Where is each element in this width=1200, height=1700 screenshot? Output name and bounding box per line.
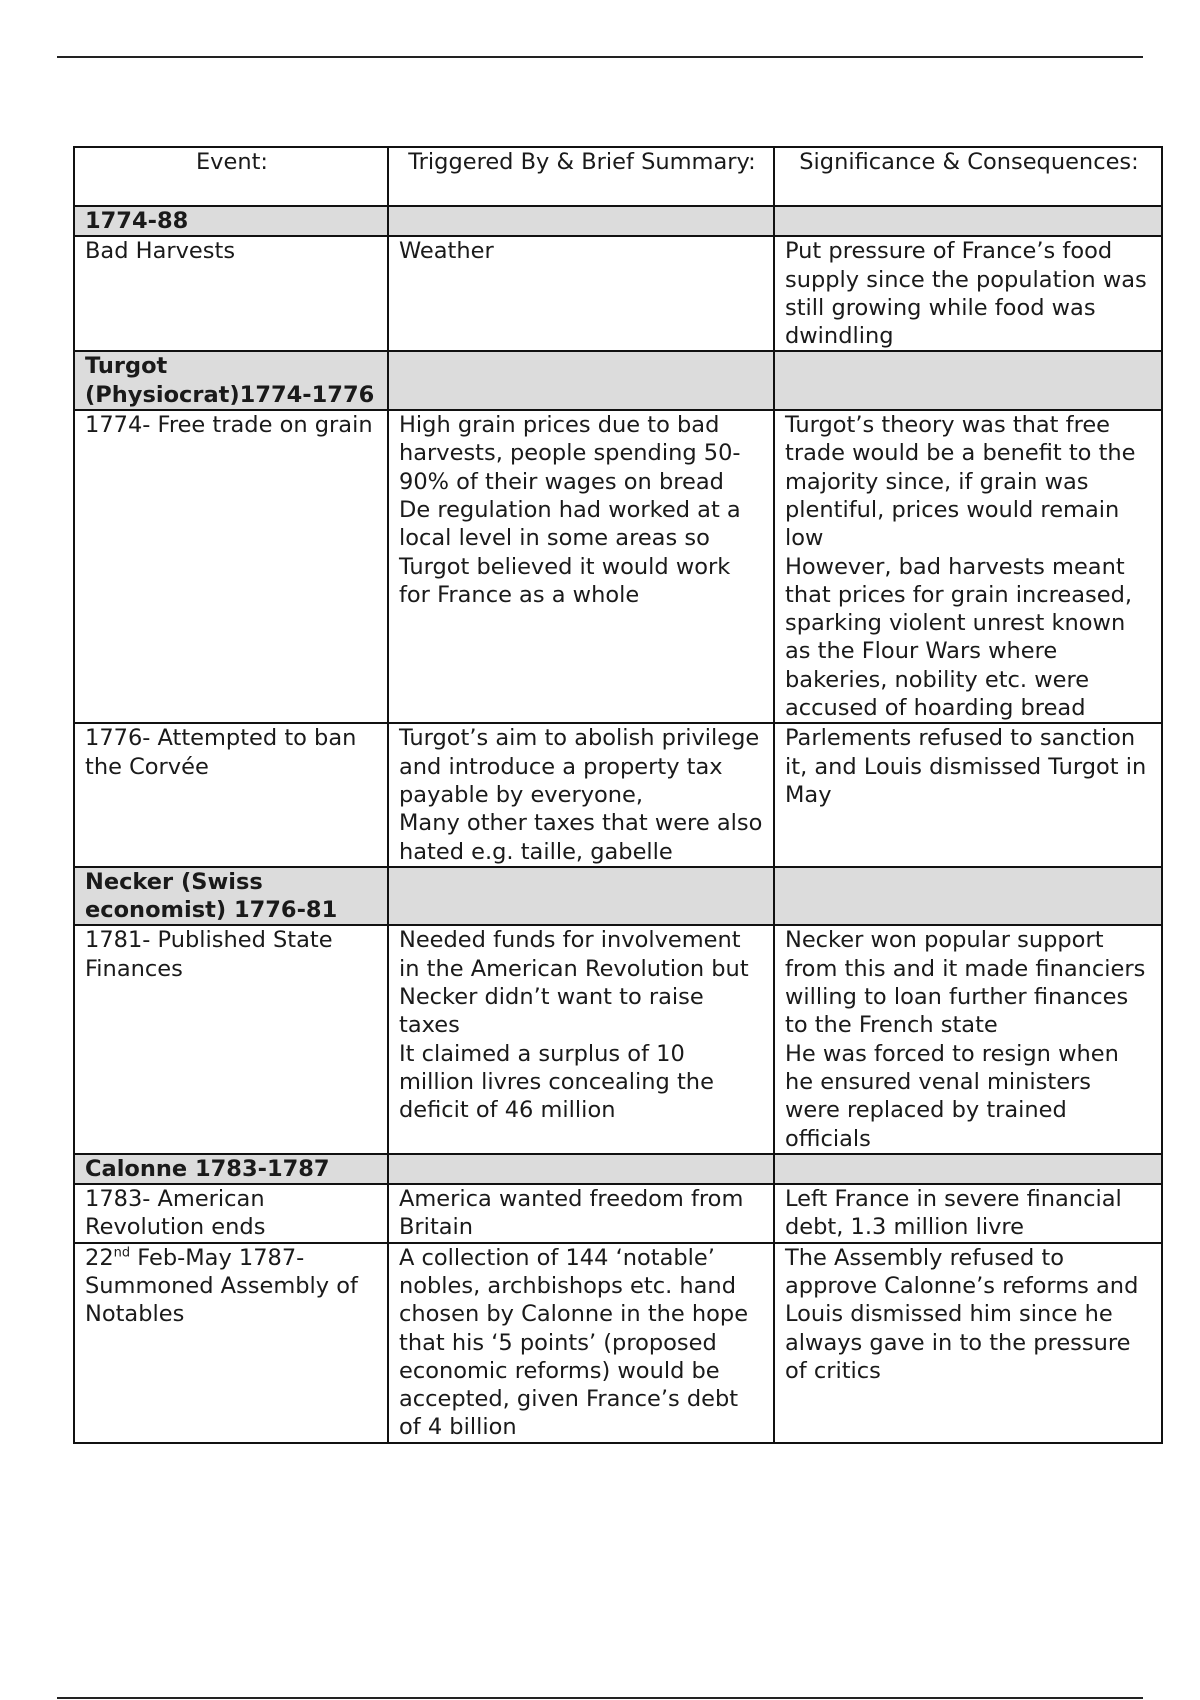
event-cell: 1774- Free trade on grain [74, 410, 388, 723]
table-row [74, 723, 1162, 866]
trigger-cell [388, 1184, 774, 1243]
section-empty-cell [388, 351, 774, 410]
section-title: Calonne 1783-1787 [74, 1154, 388, 1184]
trigger-text: Needed funds for involvement in the American Revolution but Necker didn’t want to raise taxes [399, 927, 749, 1039]
trigger-cell [388, 236, 774, 351]
significance-text: Parlements refused to sanction it, and Louis dismissed Turgot in May [785, 725, 1147, 808]
table-row [74, 236, 1162, 351]
table-row [74, 1243, 1162, 1443]
section-empty-cell [774, 351, 1162, 410]
significance-text: Left France in severe financial debt, 1.3 million livre [785, 1186, 1122, 1241]
significance-cell [774, 925, 1162, 1153]
significance-text: Necker won popular support from this and it made financiers willing to loan further finances to the French state [785, 927, 1146, 1039]
trigger-text: Many other taxes that were also hated e.g. taille, gabelle [399, 810, 763, 865]
trigger-text: America wanted freedom from Britain [399, 1186, 744, 1241]
trigger-cell [388, 1243, 774, 1443]
significance-cell [774, 1184, 1162, 1243]
significance-text: The Assembly refused to approve Calonne’s reforms and Louis dismissed him since he always gave in to the pressure of critics [785, 1244, 1139, 1384]
significance-cell [774, 410, 1162, 723]
footer-rule [57, 1697, 1143, 1699]
significance-cell [774, 723, 1162, 866]
events-table [73, 146, 1163, 1444]
significance-text: However, bad harvests meant that prices for grain increased, sparking violent unrest known as the Flour Wars where bakeries, nobility etc. were accused of hoarding bread [785, 553, 1133, 722]
table-row [74, 925, 1162, 1153]
section-title: 1774-88 [74, 206, 388, 236]
significance-cell [774, 236, 1162, 351]
event-text: Feb-May 1787- Summoned Assembly of Notables [85, 1244, 358, 1328]
section-title: Necker (Swiss economist) 1776-81 [74, 867, 388, 926]
section-row [74, 351, 1162, 410]
header-trigger: Triggered By & Brief Summary: [388, 147, 774, 206]
event-day-suffix: nd [113, 1245, 131, 1261]
event-cell: 1783- American Revolution ends [74, 1184, 388, 1243]
trigger-cell [388, 723, 774, 866]
trigger-text: De regulation had worked at a local level in some areas so Turgot believed it would work for France as a whole [399, 496, 741, 608]
section-empty-cell [774, 1154, 1162, 1184]
section-empty-cell [388, 1154, 774, 1184]
section-empty-cell [388, 206, 774, 236]
trigger-text: A collection of 144 ‘notable’ nobles, archbishops etc. hand chosen by Calonne in the hope that his ‘5 points’ (proposed economic reforms) would be accepted, given France’s debt of 4 billion [399, 1244, 749, 1441]
trigger-cell [388, 410, 774, 723]
trigger-text: High grain prices due to bad harvests, people spending 50-90% of their wages on bread [399, 412, 741, 495]
event-cell: 1781- Published State Finances [74, 925, 388, 1153]
section-empty-cell [774, 206, 1162, 236]
significance-text: He was forced to resign when he ensured venal ministers were replaced by trained officials [785, 1040, 1119, 1152]
event-cell: Bad Harvests [74, 236, 388, 351]
section-empty-cell [774, 867, 1162, 926]
trigger-text: Turgot’s aim to abolish privilege and introduce a property tax payable by everyone, [399, 725, 760, 808]
trigger-text: It claimed a surplus of 10 million livres concealing the deficit of 46 million [399, 1040, 714, 1124]
trigger-text: Weather [399, 238, 494, 265]
significance-cell [774, 1243, 1162, 1443]
significance-text: Turgot’s theory was that free trade would be a benefit to the majority since, if grain was plentiful, prices would remain low [785, 412, 1136, 552]
event-cell: 1776- Attempted to ban the Corvée [74, 723, 388, 866]
significance-text: Put pressure of France’s food supply since the population was still growing while food was dwindling [785, 238, 1147, 350]
section-row [74, 206, 1162, 236]
section-empty-cell [388, 867, 774, 926]
header-event: Event: [74, 147, 388, 206]
section-title: Turgot (Physiocrat)1774-1776 [74, 351, 388, 410]
table-header-row [74, 147, 1162, 206]
section-row [74, 867, 1162, 926]
header-significance: Significance & Consequences: [774, 147, 1162, 206]
header-rule [57, 56, 1143, 58]
section-row [74, 1154, 1162, 1184]
trigger-cell [388, 925, 774, 1153]
event-cell [74, 1243, 388, 1443]
table-row [74, 410, 1162, 723]
event-day: 22 [85, 1244, 114, 1271]
table-row [74, 1184, 1162, 1243]
